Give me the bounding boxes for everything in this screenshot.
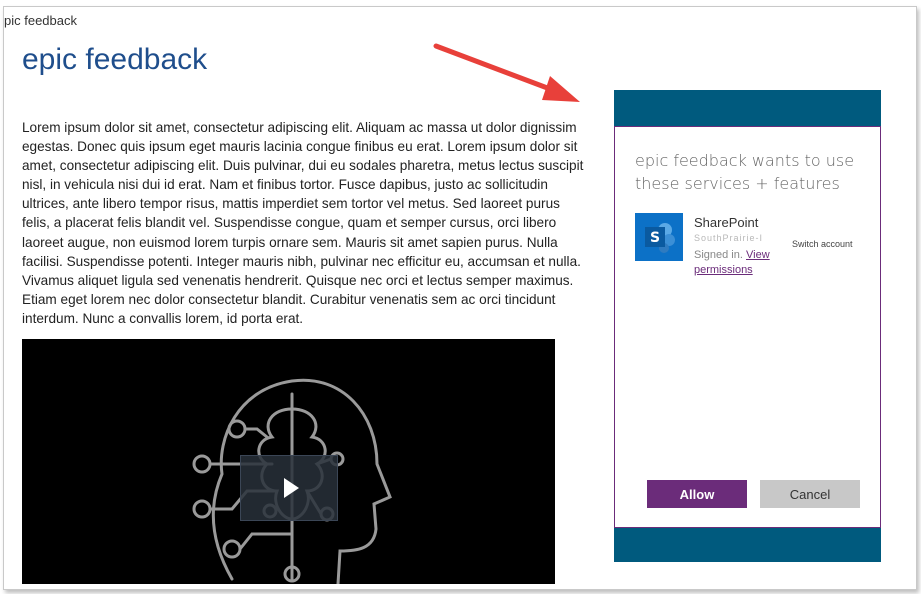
service-name: SharePoint (694, 215, 759, 230)
switch-account-link[interactable]: Switch account (792, 239, 853, 249)
signed-in-status (694, 248, 794, 278)
view-permissions-link[interactable]: View permissions (694, 249, 770, 276)
play-icon (284, 478, 299, 498)
signed-in-text: Signed in. (694, 249, 743, 261)
video-player[interactable] (22, 339, 555, 584)
play-button[interactable] (240, 455, 338, 521)
cancel-button[interactable]: Cancel (760, 480, 860, 508)
page-title: epic feedback (22, 43, 208, 76)
body-paragraph: Lorem ipsum dolor sit amet, consectetur adipiscing elit. Aliquam ac massa ut dolor dignissim egestas. Donec quis ipsum eget mauris lacinia congue finibus eu erat. Lorem ipsum dolor sit amet, consectetur adipiscing elit. Duis pulvinar, dui eu sodales pharetra, metus lectus suscipit nisl, in vehicula nisi dui id erat. Nam et finibus tortor. Fusce dapibus, justo ac sollicitudin ultrices, ante libero tempor risus, mattis imperdiet sem tortor vel metus. Sed laoreet purus felis, a placerat felis blandit vel. Suspendisse congue, quam et semper cursus, orci libero laoreet augue, non euismod lorem turpis ornare sem. Mauris sit amet sapien purus. Nulla facilisi. Suspendisse potenti. Integer mauris nibh, pulvinar nec efficitur eu, accumsan et nulla. Vivamus aliquet ligula sed venenatis hendrerit. Quisque nec orci et lectus semper maximus. Etiam eget lorem nec dolor consectetur blandit. Curabitur venenatis sem ac orci tincidunt interdum. Nunc a convallis lorem, id porta erat. (22, 120, 584, 326)
consent-heading: epic feedback wants to use these services + features (635, 151, 855, 193)
svg-text:S: S (649, 230, 661, 246)
allow-button[interactable]: Allow (647, 480, 747, 508)
sharepoint-icon (635, 213, 683, 261)
consent-dialog (614, 126, 881, 528)
annotation-arrow-icon (430, 40, 590, 110)
service-account: SouthPrairie-I (694, 233, 764, 243)
tab-title[interactable]: pic feedback (4, 13, 77, 28)
